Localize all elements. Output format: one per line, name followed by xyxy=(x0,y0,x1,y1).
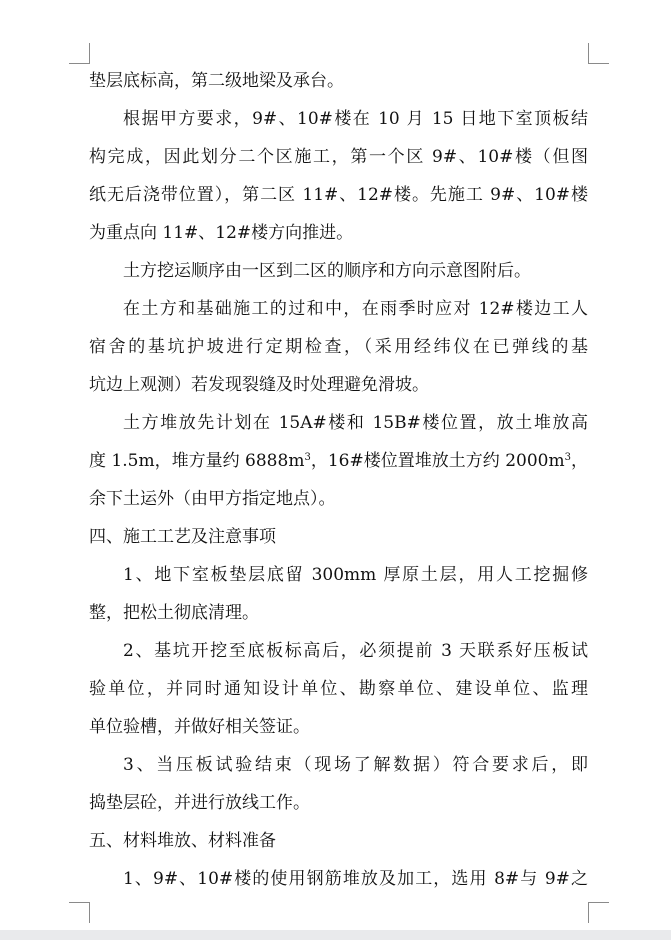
superscript: 3 xyxy=(304,452,311,463)
text-line: 1、9#、10#楼的使用钢筋堆放及加工，选用 8#与 9#之 xyxy=(123,869,588,889)
text-line: 单位验槽，并做好相关签证。 xyxy=(89,717,310,737)
text-line: 土方堆放先计划在 15A#楼和 15B#楼位置，放土堆放高 xyxy=(123,413,588,433)
text-line xyxy=(89,442,588,480)
text-line: 在土方和基础施工的过和中，在雨季时应对 12#楼边工人 xyxy=(123,299,588,319)
superscript: 3 xyxy=(564,452,571,463)
text-line: 五、材料堆放、材料准备 xyxy=(89,831,276,851)
text-segment: 度 1.5m，堆方量约 6888m xyxy=(89,451,305,471)
text-line: 纸无后浇带位置），第二区 11#、12#楼。先施工 9#、10#楼 xyxy=(89,185,588,205)
bottom-right-margin-mark xyxy=(588,902,609,923)
document-body[interactable] xyxy=(89,62,588,898)
text-line: 坑边上观测）若发现裂缝及时处理避免滑坡。 xyxy=(89,375,429,395)
text-line: 余下土运外（由甲方指定地点）。 xyxy=(89,489,336,509)
bottom-left-margin-mark xyxy=(69,902,90,923)
text-line: 整，把松土彻底清理。 xyxy=(89,603,259,623)
text-line: 捣垫层砼，并进行放线工作。 xyxy=(89,793,310,813)
text-line: 构完成，因此划分二个区施工，第一个区 9#、10#楼（但图 xyxy=(89,147,588,167)
text-segment: ， xyxy=(570,451,588,471)
text-line: 四、施工工艺及注意事项 xyxy=(89,527,276,547)
text-line: 3、当压板试验结束（现场了解数据）符合要求后，即 xyxy=(123,755,588,775)
text-line: 验单位，并同时通知设计单位、勘察单位、建设单位、监理 xyxy=(89,679,588,699)
text-line: 垫层底标高，第二级地梁及承台。 xyxy=(89,71,344,91)
top-left-margin-mark xyxy=(69,43,90,64)
text-segment: ，16#楼位置堆放土方约 2000m xyxy=(310,451,565,471)
text-line: 2、基坑开挖至底板标高后，必须提前 3 天联系好压板试 xyxy=(123,641,588,661)
page-gap xyxy=(0,930,671,940)
text-line: 为重点向 11#、12#楼方向推进。 xyxy=(89,223,354,243)
top-right-margin-mark xyxy=(588,43,609,64)
text-line: 根据甲方要求，9#、10#楼在 10 月 15 日地下室顶板结 xyxy=(123,109,588,129)
text-line: 宿舍的基坑护坡进行定期检查，（采用经纬仪在已弹线的基 xyxy=(89,337,588,357)
text-line: 土方挖运顺序由一区到二区的顺序和方向示意图附后。 xyxy=(123,261,531,281)
text-line: 1、地下室板垫层底留 300mm 厚原土层，用人工挖掘修 xyxy=(123,565,588,585)
